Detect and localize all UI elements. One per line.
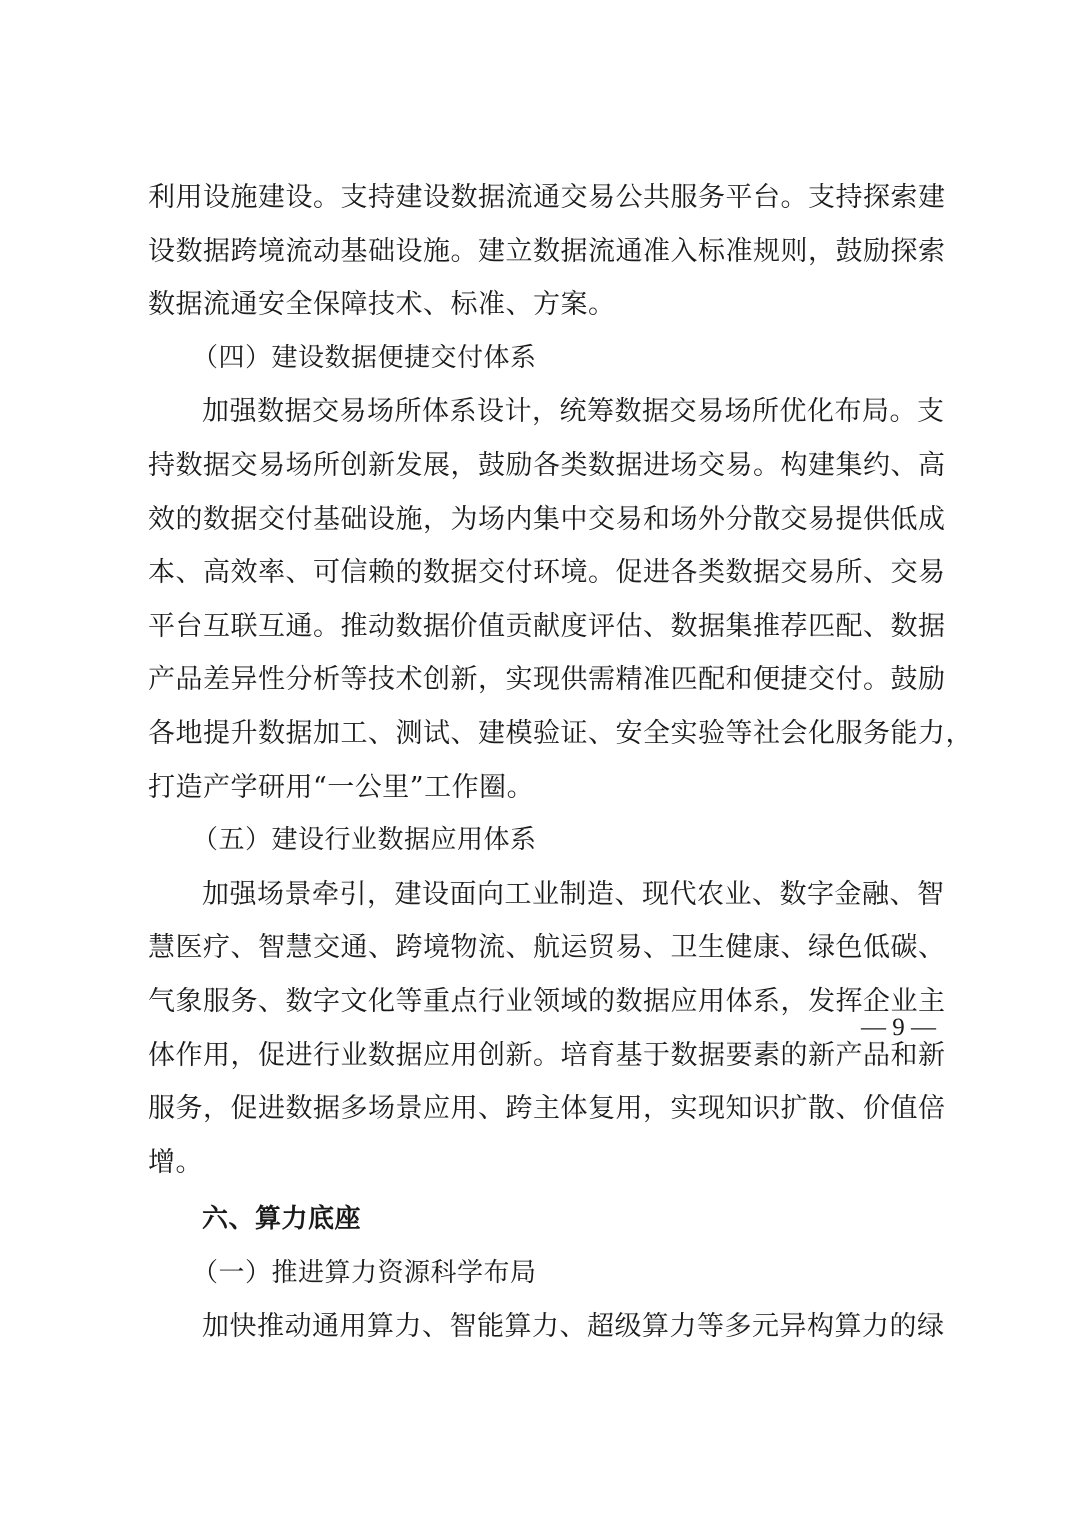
- text-line: 本、高效率、可信赖的数据交付环境。促进各类数据交易所、交易: [148, 557, 946, 589]
- body-paragraph: [148, 868, 946, 1190]
- text-line: 打造产学研用“一公里”工作圈。: [148, 771, 535, 803]
- body-paragraph: [148, 171, 946, 332]
- text-line: 加强数据交易场所体系设计，统筹数据交易场所优化布局。支: [202, 396, 945, 428]
- body-paragraph: [148, 1300, 945, 1354]
- text-line: 设数据跨境流动基础设施。建立数据流通准入标准规则，鼓励探索: [148, 235, 946, 267]
- section-heading: 六、算力底座: [202, 1204, 362, 1235]
- page-body: [148, 171, 973, 1354]
- text-line: 平台互联互通。推动数据价值贡献度评估、数据集推荐匹配、数据: [148, 610, 946, 642]
- text-line: 加快推动通用算力、智能算力、超级算力等多元异构算力的绿: [202, 1311, 945, 1343]
- text-line: 数据流通安全保障技术、标准、方案。: [148, 289, 616, 321]
- page-number: — 9 —: [861, 1014, 936, 1041]
- text-line: 产品差异性分析等技术创新，实现供需精准匹配和便捷交付。鼓励: [148, 664, 946, 696]
- text-line: 持数据交易场所创新发展，鼓励各类数据进场交易。构建集约、高: [148, 449, 946, 481]
- text-line: 效的数据交付基础设施，为场内集中交易和场外分散交易提供低成: [148, 503, 946, 535]
- text-line: 增。: [148, 1146, 203, 1178]
- text-line: 各地提升数据加工、测试、建模验证、安全实验等社会化服务能力，: [148, 717, 973, 749]
- body-paragraph: [148, 385, 973, 814]
- text-line: 加强场景牵引，建设面向工业制造、现代农业、数字金融、智: [202, 878, 945, 910]
- subsection-heading: （一）推进算力资源科学布局: [192, 1257, 537, 1288]
- text-line: 服务，促进数据多场景应用、跨主体复用，实现知识扩散、价值倍: [148, 1093, 946, 1125]
- text-line: 慧医疗、智慧交通、跨境物流、航运贸易、卫生健康、绿色低碳、: [148, 932, 946, 964]
- text-line: 利用设施建设。支持建设数据流通交易公共服务平台。支持探索建: [148, 182, 946, 213]
- text-line: 气象服务、数字文化等重点行业领域的数据应用体系，发挥企业主: [148, 985, 946, 1017]
- text-line: 体作用，促进行业数据应用创新。培育基于数据要素的新产品和新: [148, 1039, 946, 1071]
- subsection-heading: （五）建设行业数据应用体系: [192, 825, 537, 856]
- subsection-heading: （四）建设数据便捷交付体系: [192, 342, 537, 373]
